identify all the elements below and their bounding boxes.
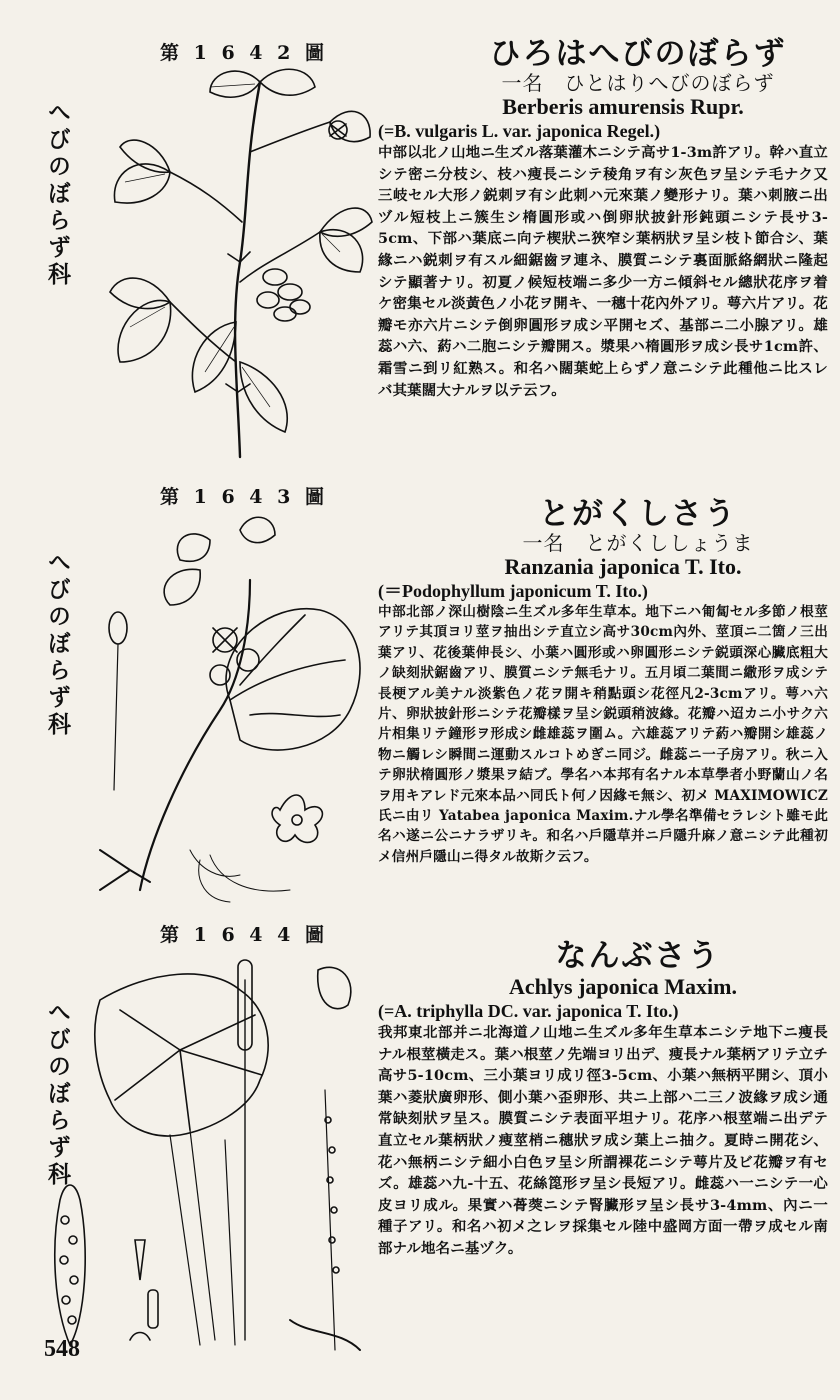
- illustration-berberis: [90, 62, 375, 462]
- japanese-name: なんぶさう: [555, 938, 721, 974]
- alternate-name: 一名 とがくししょうま: [522, 531, 754, 555]
- family-label: へびのぼらず科: [44, 1000, 71, 1189]
- japanese-name: ひろはへびのぼらず: [489, 36, 787, 72]
- scientific-name: Achlys japonica Maxim.: [509, 974, 737, 999]
- description: 中部北部ノ深山樹陰ニ生ズル多年生草本。地下ニハ匍匐セル多節ノ根莖アリテ其頂ヨリ莖ヲ抽出シテ直立シ高サ30cm內外、莖頂ニ二箇ノ三出葉アリ、花後葉伸長シ、小葉ハ圓形或ハ卵圓形ニシテ鋭頭深心臟底粗大ノ缺刻狀鋸齒アリ、膜質ニシテ無毛ナリ。五月頃二葉間ニ繖形ヲ成シテ長梗アル美ナル淡紫色ノ花ヲ開キ稍點頭シ花徑凡2-3cmアリ。萼ハ六片、卵狀披針形ニシテ花瓣樣ヲ呈シ鋭頭稍波緣。花瓣ハ迢カニ小サク六片相集リテ鐘形ヲ形成シ雌雄蕊ヲ圍ム。六雄蕊アリテ葯ハ瓣開シ雄蕊ノ物ニ觸レシ瞬間ニ運動スルコトめぎニ同ジ。雌蕊ニ一子房アリ。秋ニ入テ卵狀楕圓形ノ漿果ヲ結ブ。學名ハ本邦有名ナル本草學者小野蘭山ノ名ヲ用キアレド元來本品ハ同氏ト何ノ因緣モ無シ、初メ MAXIMOWICZ 氏ニ由リ Yatabea japonica Maxim.ナル學名準備セラレシト雖モ此名ハ遂ニ公ニナラザリキ。和名ハ戶隱草并ニ戶隱升麻ノ意ニシテ此種初メ信州戶隱山ニ得タル故斯ク云フ。: [378, 604, 828, 865]
- page-number: 548: [44, 1336, 80, 1362]
- entry-text: [378, 36, 828, 401]
- entry-1643: [0, 470, 840, 910]
- scientific-name: Ranzania japonica T. Ito.: [504, 554, 742, 579]
- family-label: へびのぼらず科: [44, 100, 71, 289]
- figure-label: 第 1 6 4 4 圖: [160, 924, 328, 946]
- illustration-achlys: [40, 950, 375, 1360]
- entry-text: [378, 938, 828, 1260]
- figure-label: 第 1 6 4 2 圖: [160, 42, 328, 64]
- alternate-name: 一名 ひとはりへびのぼらず: [501, 71, 775, 95]
- scientific-name: Berberis amurensis Rupr.: [502, 94, 744, 119]
- entry-1642: [0, 0, 840, 470]
- description: 中部以北ノ山地ニ生ズル落葉灌木ニシテ高サ1-3m許アリ。幹ハ直立シテ密ニ分枝シ、枝ハ痩長ニシテ稜角ヲ有シ灰色ヲ呈シテ毛ナク又三岐セル大形ノ鋭刺ヲ有シ此刺ハ元來葉ノ變形ナリ。葉ハ刺腋ニ出ヅル短枝上ニ簇生シ楕圓形或ハ倒卵狀披針形鈍頭ニシテ長サ3-5cm、下部ハ葉底ニ向テ楔狀ニ狹窄シ葉柄狀ヲ呈シ枝ト節合シ、葉緣ニハ鋭刺ヲ有スル細鋸齒ヲ連ネ、膜質ニシテ裏面脈絡網狀ニ隆起シテ顯著ナリ。初夏ノ候短枝端ニ多少一方ニ傾斜セル總狀花序ヲ着ケ密集セル淡黃色ノ小花ヲ開キ、一穗十花內外アリ。萼六片アリ。花瓣モ亦六片ニシテ倒卵圓形ヲ成シ平開セズ、基部ニ二小腺アリ。雄蕊ハ六、葯ハ二胞ニシテ瓣開ス。漿果ハ楕圓形ヲ成シ長サ1cm許、霜雪ニ到リ紅熟ス。和名ハ闊葉蛇上らずノ意ニシテ此種他ニ比スレバ其葉闊大ナルヲ以テ云フ。: [378, 144, 828, 399]
- figure-label: 第 1 6 4 3 圖: [160, 486, 328, 508]
- description: 我邦東北部并ニ北海道ノ山地ニ生ズル多年生草本ニシテ地下ニ痩長ナル根莖橫走ス。葉ハ根莖ノ先端ヨリ出デ、痩長ナル葉柄アリテ立チ高サ5-10cm、三小葉ヨリ成リ徑3-5cm、小葉ハ無柄平開シ、頂小葉ハ菱狀廣卵形、側小葉ハ歪卵形、共ニ上部ハ二三ノ波緣ヲ成シ通常缺刻狀ヲ呈ス。膜質ニシテ表面平坦ナリ。花序ハ根莖端ニ出デテ直立セル葉柄狀ノ痩莖梢ニ穗狀ヲ成シ葉上ニ抽ク。夏時ニ開花シ、花ハ無柄ニシテ細小白色ヲ呈シ所謂裸花ニシテ萼片及ビ花瓣ヲ有セズ。雄蕊ハ九-十五、花絲箆形ヲ呈シ長短アリ。雌蕊ハ一ニシテ一心皮ヨリ成ル。果實ハ蓇葖ニシテ腎臟形ヲ呈シ長サ3-4mm、內ニ一種子アリ。和名ハ初メ之レヲ採集セル陸中盛岡方面一帶ヲ成セル南部ナル地名ニ基ヅク。: [378, 1024, 828, 1257]
- synonym: (=B. vulgaris L. var. japonica Regel.): [378, 121, 661, 141]
- japanese-name: とがくしさう: [539, 496, 737, 532]
- synonym: (=A. triphylla DC. var. japonica T. Ito.): [378, 1001, 679, 1021]
- entry-text: [378, 496, 828, 867]
- family-label: へびのぼらず科: [44, 550, 71, 739]
- illustration-ranzania: [90, 510, 375, 905]
- entry-1644: [0, 910, 840, 1360]
- synonym: (＝Podophyllum japonicum T. Ito.): [378, 581, 648, 601]
